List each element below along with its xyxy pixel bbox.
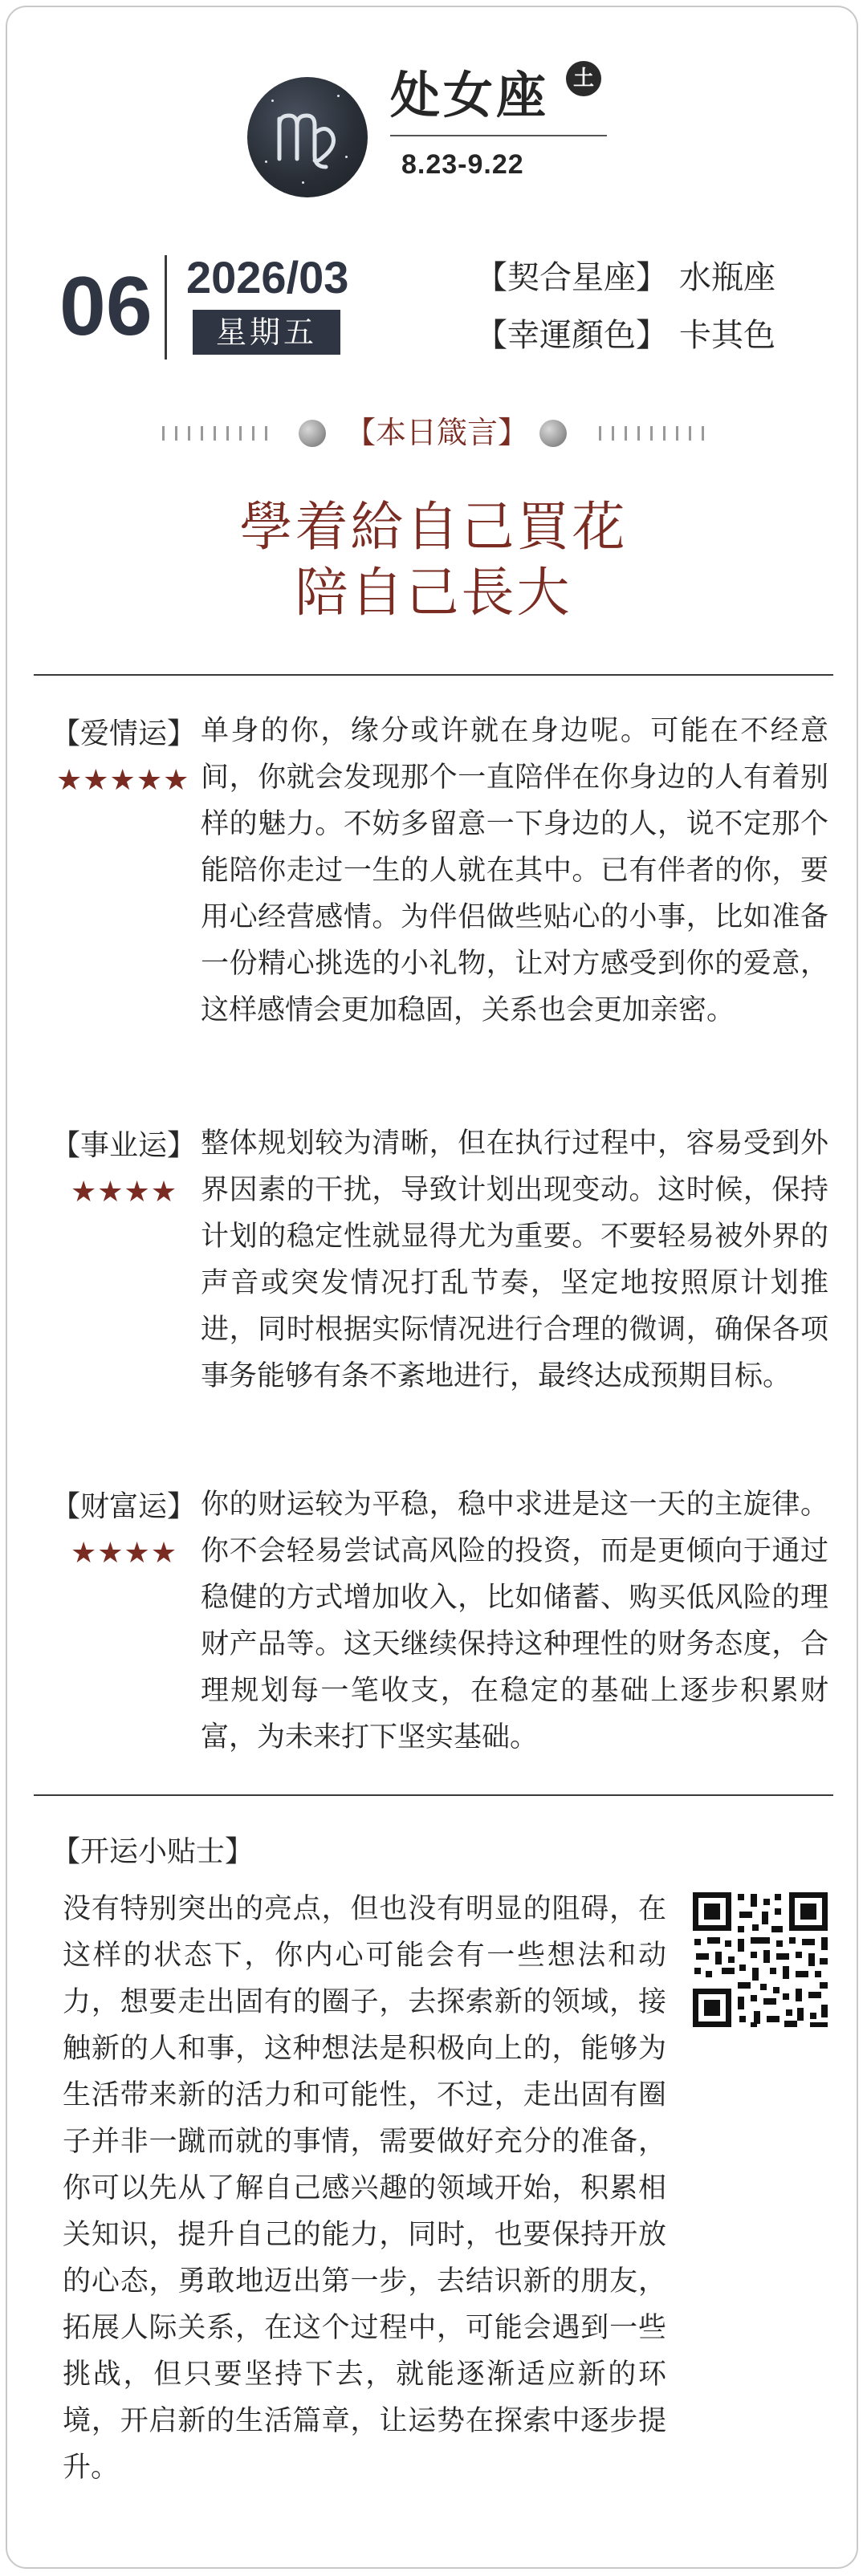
career-label: 【事业运】 [51, 1129, 197, 1162]
virgo-symbol-icon [247, 77, 368, 197]
lucky-color-row [475, 317, 775, 354]
wealth-label: 【财富运】 [51, 1490, 197, 1523]
sign-name: 处女座 [390, 66, 550, 124]
lucky-color-value: 卡其色 [679, 317, 775, 354]
moon-icon [539, 420, 567, 447]
tips-label: 【开运小贴士】 [51, 1835, 254, 1868]
wealth-text: 你的财运较为平稳，稳中求进是这一天的主旋律。你不会轻易尝试高风险的投资，而是更倾向于通过稳健的方式增加收入，比如储蓄、购买低风险的理财产品等。这天继续保持这种理性的财务态度，合理规划每一笔收支，在稳定的基础上逐步积累财富，为未来打下坚实基础。 [201, 1489, 828, 1753]
saying-line-2: 陪自己長大 [295, 562, 572, 624]
love-label: 【爱情运】 [51, 717, 197, 750]
date-year-month: 2026/03 [186, 252, 349, 303]
career-stars: ★★★★ [71, 1176, 178, 1209]
tips-text: 没有特别突出的亮点，但也没有明显的阻碍，在这样的状态下，你内心可能会有一些想法和动力，想要走出固有的圈子，去探索新的领域，接触新的人和事，这种想法是积极向上的，能够为生活带来新的活力和可能性，不过，走出固有圈子并非一蹴而就的事情，需要做好充分的准备，你可以先从了解自己感兴趣的领域开始，积累相关知识，提升自己的能力，同时，也要保持开放的心态，勇敢地迈出第一步，去结识新的朋友，拓展人际关系，在这个过程中，可能会遇到一些挑战，但只要坚持下去，就能逐渐适应新的环境，开启新的生活篇章，让运势在探索中逐步提升。 [63, 1893, 666, 2484]
career-text: 整体规划较为清晰，但在执行过程中，容易受到外界因素的干扰，导致计划出现变动。这时候，保持计划的稳定性就显得尤为重要。不要轻易被外界的声音或突发情况打乱节奏，坚定地按照原计划推进，同时根据实际情况进行合理的微调，确保各项事务能够有条不紊地进行，最终达成预期目标。 [201, 1128, 828, 1392]
divider [390, 135, 607, 136]
saying-label: 【本日箴言】 [345, 415, 529, 450]
love-text: 单身的你，缘分或许就在身边呢。可能在不经意间，你就会发现那个一直陪伴在你身边的人有着别样的魅力。不妨多留意一下身边的人，说不定那个能陪你走过一生的人就在其中。已有伴者的你，要用心经营感情。为伴侣做些贴心的小事，比如准备一份精心挑选的小礼物，让对方感受到你的爱意，这样感情会更加稳固，关系也会更加亲密。 [201, 715, 828, 1026]
divider [34, 1794, 833, 1796]
sign-dates: 8.23-9.22 [401, 149, 524, 180]
love-stars: ★★★★★ [56, 764, 190, 797]
match-sign-label: 【契合星座】 [475, 259, 668, 296]
divider [165, 255, 167, 360]
wealth-stars: ★★★★ [71, 1537, 178, 1570]
divider [34, 674, 833, 676]
lucky-color-label: 【幸運顏色】 [475, 317, 668, 354]
element-badge: 土 [566, 61, 601, 96]
qr-code-icon[interactable] [688, 1887, 832, 2032]
match-sign-row [475, 259, 775, 296]
date-day: 06 [59, 260, 153, 353]
match-sign-value: 水瓶座 [679, 259, 775, 296]
saying-line-1: 學着給自己買花 [239, 496, 628, 558]
moon-icon [299, 420, 326, 447]
date-weekday: 星期五 [193, 310, 340, 355]
